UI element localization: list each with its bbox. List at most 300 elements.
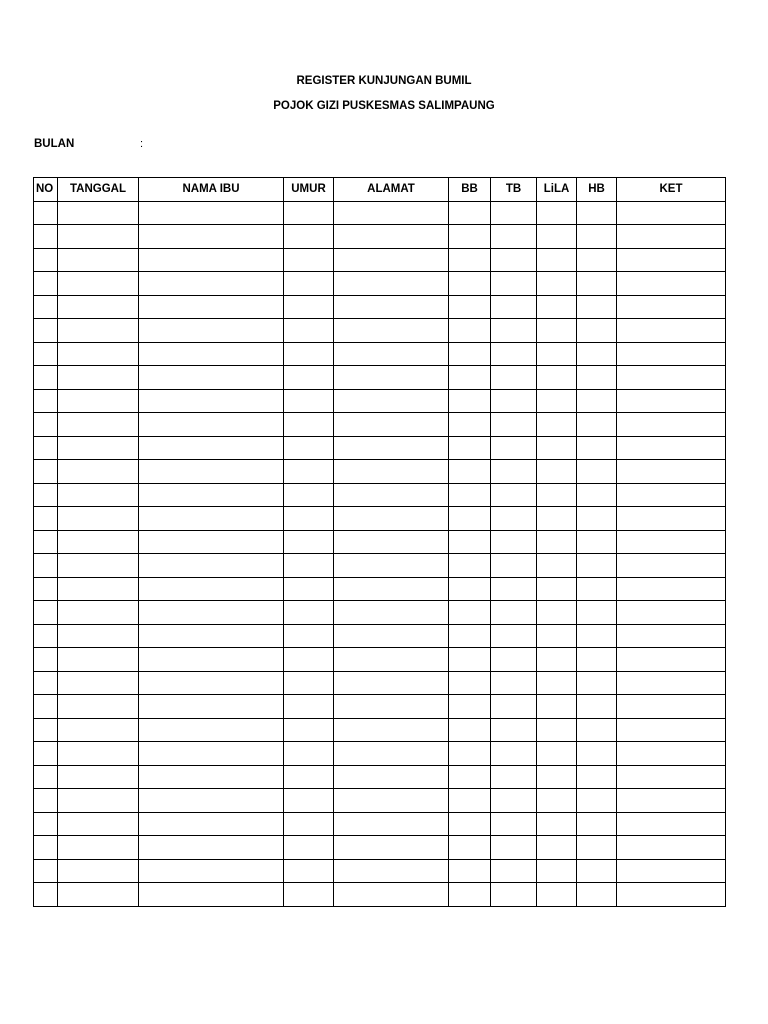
table-cell xyxy=(284,554,334,578)
register-table xyxy=(33,177,726,907)
table-cell xyxy=(139,671,284,695)
table-cell xyxy=(58,624,139,648)
table-cell xyxy=(139,342,284,366)
table-cell xyxy=(491,389,537,413)
table-cell xyxy=(334,695,449,719)
column-header-address: ALAMAT xyxy=(334,178,449,202)
table-cell xyxy=(139,742,284,766)
table-cell xyxy=(577,225,617,249)
table-cell xyxy=(491,295,537,319)
table-row xyxy=(34,507,726,531)
table-cell xyxy=(34,342,58,366)
table-cell xyxy=(449,248,491,272)
table-cell xyxy=(284,366,334,390)
table-cell xyxy=(617,671,726,695)
table-cell xyxy=(537,742,577,766)
table-cell xyxy=(617,342,726,366)
table-cell xyxy=(34,695,58,719)
table-cell xyxy=(139,836,284,860)
table-cell xyxy=(334,319,449,343)
table-cell xyxy=(449,460,491,484)
table-cell xyxy=(617,554,726,578)
table-row xyxy=(34,530,726,554)
table-cell xyxy=(34,272,58,296)
table-cell xyxy=(449,859,491,883)
column-header-no: NO xyxy=(34,178,58,202)
table-cell xyxy=(491,671,537,695)
table-cell xyxy=(491,530,537,554)
table-cell xyxy=(491,718,537,742)
table-cell xyxy=(284,272,334,296)
table-cell xyxy=(334,295,449,319)
table-cell xyxy=(334,366,449,390)
table-cell xyxy=(34,671,58,695)
table-cell xyxy=(139,859,284,883)
table-cell xyxy=(334,601,449,625)
table-cell xyxy=(58,883,139,907)
table-cell xyxy=(58,648,139,672)
table-cell xyxy=(139,789,284,813)
table-cell xyxy=(449,695,491,719)
table-cell xyxy=(491,765,537,789)
table-row xyxy=(34,460,726,484)
table-cell xyxy=(577,765,617,789)
table-cell xyxy=(139,413,284,437)
table-cell xyxy=(537,272,577,296)
table-cell xyxy=(58,812,139,836)
table-cell xyxy=(617,812,726,836)
table-cell xyxy=(139,436,284,460)
column-header-notes: KET xyxy=(617,178,726,202)
table-cell xyxy=(58,483,139,507)
table-cell xyxy=(34,389,58,413)
table-cell xyxy=(491,812,537,836)
table-cell xyxy=(577,648,617,672)
table-cell xyxy=(34,554,58,578)
table-cell xyxy=(34,248,58,272)
table-cell xyxy=(491,483,537,507)
table-row xyxy=(34,554,726,578)
table-cell xyxy=(58,225,139,249)
table-cell xyxy=(491,272,537,296)
table-cell xyxy=(617,319,726,343)
table-cell xyxy=(537,718,577,742)
table-cell xyxy=(449,789,491,813)
table-cell xyxy=(284,812,334,836)
table-cell xyxy=(491,225,537,249)
table-cell xyxy=(491,201,537,225)
table-row xyxy=(34,789,726,813)
table-cell xyxy=(537,483,577,507)
table-cell xyxy=(491,413,537,437)
table-cell xyxy=(139,295,284,319)
table-cell xyxy=(577,671,617,695)
table-cell xyxy=(537,648,577,672)
table-cell xyxy=(577,507,617,531)
month-label: BULAN xyxy=(34,138,75,150)
column-header-weight: BB xyxy=(449,178,491,202)
table-cell xyxy=(34,460,58,484)
table-cell xyxy=(449,436,491,460)
table-cell xyxy=(577,554,617,578)
table-cell xyxy=(284,225,334,249)
table-cell xyxy=(449,671,491,695)
table-cell xyxy=(577,836,617,860)
table-cell xyxy=(58,859,139,883)
table-cell xyxy=(617,789,726,813)
table-cell xyxy=(449,577,491,601)
table-cell xyxy=(617,225,726,249)
column-header-date: TANGGAL xyxy=(58,178,139,202)
table-cell xyxy=(617,530,726,554)
table-cell xyxy=(449,272,491,296)
table-cell xyxy=(449,601,491,625)
table-row xyxy=(34,483,726,507)
table-cell xyxy=(284,483,334,507)
table-row xyxy=(34,577,726,601)
table-row xyxy=(34,295,726,319)
page-title: REGISTER KUNJUNGAN BUMIL xyxy=(296,75,472,87)
table-cell xyxy=(617,460,726,484)
table-cell xyxy=(34,366,58,390)
table-row xyxy=(34,624,726,648)
table-cell xyxy=(58,248,139,272)
table-cell xyxy=(284,765,334,789)
table-cell xyxy=(139,507,284,531)
table-cell xyxy=(617,295,726,319)
table-cell xyxy=(34,718,58,742)
table-cell xyxy=(577,319,617,343)
table-cell xyxy=(284,342,334,366)
table-cell xyxy=(334,201,449,225)
table-cell xyxy=(577,883,617,907)
table-cell xyxy=(617,389,726,413)
table-cell xyxy=(491,319,537,343)
table-cell xyxy=(491,577,537,601)
month-separator: : xyxy=(140,138,144,150)
table-cell xyxy=(284,624,334,648)
table-cell xyxy=(334,742,449,766)
table-cell xyxy=(617,436,726,460)
table-cell xyxy=(139,366,284,390)
table-cell xyxy=(139,718,284,742)
table-cell xyxy=(139,248,284,272)
table-cell xyxy=(139,483,284,507)
table-cell xyxy=(449,342,491,366)
table-cell xyxy=(139,319,284,343)
table-cell xyxy=(58,554,139,578)
table-cell xyxy=(449,530,491,554)
table-cell xyxy=(334,836,449,860)
table-cell xyxy=(334,483,449,507)
table-cell xyxy=(617,883,726,907)
table-cell xyxy=(491,248,537,272)
table-cell xyxy=(491,342,537,366)
table-cell xyxy=(449,366,491,390)
table-cell xyxy=(334,812,449,836)
table-cell xyxy=(284,789,334,813)
table-cell xyxy=(577,413,617,437)
table-cell xyxy=(58,789,139,813)
table-cell xyxy=(284,248,334,272)
table-cell xyxy=(58,436,139,460)
table-cell xyxy=(139,272,284,296)
table-cell xyxy=(537,530,577,554)
table-cell xyxy=(334,554,449,578)
table-cell xyxy=(58,389,139,413)
table-cell xyxy=(139,695,284,719)
table-row xyxy=(34,836,726,860)
table-cell xyxy=(577,201,617,225)
table-cell xyxy=(537,295,577,319)
table-row xyxy=(34,883,726,907)
table-cell xyxy=(284,695,334,719)
table-cell xyxy=(577,624,617,648)
table-row xyxy=(34,413,726,437)
table-cell xyxy=(284,836,334,860)
table-cell xyxy=(577,389,617,413)
table-cell xyxy=(58,577,139,601)
table-cell xyxy=(334,718,449,742)
column-header-hb: HB xyxy=(577,178,617,202)
table-cell xyxy=(537,671,577,695)
table-cell xyxy=(34,507,58,531)
table-cell xyxy=(577,742,617,766)
table-cell xyxy=(491,836,537,860)
table-cell xyxy=(537,389,577,413)
table-cell xyxy=(334,648,449,672)
table-cell xyxy=(617,836,726,860)
table-cell xyxy=(334,789,449,813)
table-cell xyxy=(617,765,726,789)
table-cell xyxy=(334,577,449,601)
table-cell xyxy=(284,436,334,460)
table-cell xyxy=(617,201,726,225)
table-cell xyxy=(58,671,139,695)
table-row xyxy=(34,718,726,742)
table-cell xyxy=(334,530,449,554)
table-row xyxy=(34,648,726,672)
table-cell xyxy=(58,272,139,296)
table-cell xyxy=(334,248,449,272)
table-cell xyxy=(449,554,491,578)
table-cell xyxy=(577,460,617,484)
page-subtitle: POJOK GIZI PUSKESMAS SALIMPAUNG xyxy=(273,100,495,112)
table-row xyxy=(34,389,726,413)
table-cell xyxy=(537,765,577,789)
table-cell xyxy=(537,201,577,225)
table-cell xyxy=(617,695,726,719)
table-body xyxy=(34,201,726,906)
table-cell xyxy=(334,624,449,648)
table-cell xyxy=(577,272,617,296)
table-cell xyxy=(284,413,334,437)
table-cell xyxy=(491,883,537,907)
table-cell xyxy=(617,718,726,742)
table-cell xyxy=(334,342,449,366)
table-cell xyxy=(491,460,537,484)
table-cell xyxy=(491,507,537,531)
column-header-lila: LiLA xyxy=(537,178,577,202)
table-cell xyxy=(284,883,334,907)
table-cell xyxy=(577,718,617,742)
table-cell xyxy=(491,366,537,390)
table-cell xyxy=(617,248,726,272)
table-cell xyxy=(284,319,334,343)
table-cell xyxy=(34,201,58,225)
table-cell xyxy=(34,836,58,860)
table-row xyxy=(34,342,726,366)
table-cell xyxy=(449,319,491,343)
table-cell xyxy=(334,436,449,460)
table-cell xyxy=(449,742,491,766)
table-cell xyxy=(139,812,284,836)
table-cell xyxy=(537,883,577,907)
table-cell xyxy=(334,859,449,883)
table-cell xyxy=(537,460,577,484)
table-cell xyxy=(577,342,617,366)
table-cell xyxy=(537,859,577,883)
table-cell xyxy=(491,624,537,648)
table-cell xyxy=(284,859,334,883)
table-row xyxy=(34,201,726,225)
table-cell xyxy=(577,483,617,507)
table-cell xyxy=(537,342,577,366)
table-cell xyxy=(34,319,58,343)
table-cell xyxy=(58,718,139,742)
table-cell xyxy=(58,342,139,366)
table-cell xyxy=(449,389,491,413)
table-cell xyxy=(617,624,726,648)
table-cell xyxy=(284,718,334,742)
table-cell xyxy=(491,789,537,813)
table-cell xyxy=(334,272,449,296)
table-cell xyxy=(34,436,58,460)
table-cell xyxy=(58,366,139,390)
table-row xyxy=(34,248,726,272)
table-cell xyxy=(284,671,334,695)
table-cell xyxy=(537,319,577,343)
table-cell xyxy=(58,695,139,719)
table-cell xyxy=(617,648,726,672)
table-cell xyxy=(449,836,491,860)
table-cell xyxy=(284,389,334,413)
table-cell xyxy=(34,413,58,437)
table-cell xyxy=(491,859,537,883)
table-row xyxy=(34,742,726,766)
table-cell xyxy=(617,601,726,625)
table-cell xyxy=(58,295,139,319)
table-cell xyxy=(491,695,537,719)
table-cell xyxy=(284,530,334,554)
table-cell xyxy=(537,248,577,272)
table-cell xyxy=(139,554,284,578)
table-cell xyxy=(491,601,537,625)
table-row xyxy=(34,436,726,460)
table-row xyxy=(34,812,726,836)
table-cell xyxy=(139,624,284,648)
table-cell xyxy=(58,530,139,554)
table-cell xyxy=(617,366,726,390)
table-cell xyxy=(58,460,139,484)
table-cell xyxy=(577,601,617,625)
table-cell xyxy=(139,765,284,789)
table-cell xyxy=(34,648,58,672)
table-row xyxy=(34,695,726,719)
table-cell xyxy=(449,483,491,507)
table-cell xyxy=(284,577,334,601)
table-cell xyxy=(449,765,491,789)
table-cell xyxy=(334,765,449,789)
table-cell xyxy=(537,366,577,390)
table-cell xyxy=(34,742,58,766)
table-row xyxy=(34,225,726,249)
table-cell xyxy=(58,601,139,625)
table-cell xyxy=(449,648,491,672)
table-cell xyxy=(34,859,58,883)
table-cell xyxy=(449,812,491,836)
table-cell xyxy=(139,201,284,225)
table-cell xyxy=(537,577,577,601)
table-row xyxy=(34,671,726,695)
table-cell xyxy=(284,601,334,625)
table-cell xyxy=(537,225,577,249)
table-cell xyxy=(537,624,577,648)
table-cell xyxy=(139,389,284,413)
table-cell xyxy=(334,460,449,484)
table-cell xyxy=(58,742,139,766)
table-header-row xyxy=(34,178,726,202)
table-row xyxy=(34,366,726,390)
table-cell xyxy=(537,601,577,625)
table-cell xyxy=(34,883,58,907)
table-cell xyxy=(34,812,58,836)
table-cell xyxy=(34,225,58,249)
table-cell xyxy=(577,859,617,883)
table-cell xyxy=(537,812,577,836)
table-cell xyxy=(139,460,284,484)
column-header-height: TB xyxy=(491,178,537,202)
table-cell xyxy=(34,765,58,789)
table-cell xyxy=(577,577,617,601)
table-cell xyxy=(617,483,726,507)
table-cell xyxy=(577,812,617,836)
table-cell xyxy=(334,389,449,413)
table-cell xyxy=(617,507,726,531)
table-row xyxy=(34,765,726,789)
table-cell xyxy=(34,530,58,554)
table-cell xyxy=(537,413,577,437)
table-cell xyxy=(284,742,334,766)
table-cell xyxy=(617,859,726,883)
table-cell xyxy=(139,883,284,907)
table-cell xyxy=(491,554,537,578)
table-row xyxy=(34,272,726,296)
table-cell xyxy=(577,789,617,813)
table-cell xyxy=(34,295,58,319)
table-cell xyxy=(58,413,139,437)
table-cell xyxy=(34,789,58,813)
table-cell xyxy=(139,530,284,554)
table-cell xyxy=(537,507,577,531)
table-cell xyxy=(449,883,491,907)
table-cell xyxy=(58,836,139,860)
table-cell xyxy=(537,789,577,813)
table-row xyxy=(34,319,726,343)
table-cell xyxy=(139,601,284,625)
table-cell xyxy=(334,507,449,531)
table-cell xyxy=(284,507,334,531)
